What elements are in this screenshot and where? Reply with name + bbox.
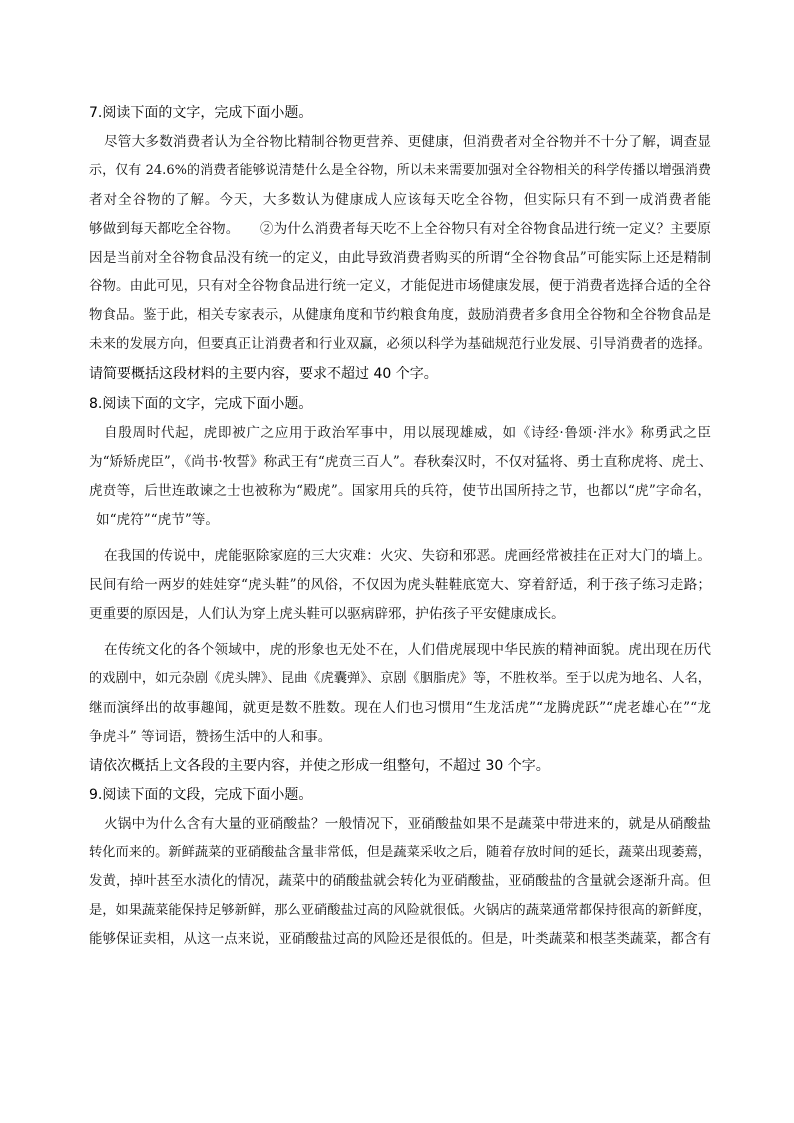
question-7-instruction: 请简要概括这段材料的主要内容，要求不超过 40 个字。	[89, 366, 438, 382]
q7-paragraph-line: 因是当前对全谷物食品没有统一的定义，由此导致消费者购买的所谓“全谷物食品”可能实际上还是精制	[89, 250, 711, 266]
q8-paragraph-line: 更重要的原因是，人们认为穿上虎头鞋可以驱病辟邪，护佑孩子平安健康成长。	[89, 606, 565, 622]
q8-paragraph-line: 的戏剧中，如元杂剧《虎头牌》、昆曲《虎囊弹》、京剧《胭脂虎》等，不胜枚举。至于以虎为地名、人名，	[89, 671, 711, 686]
q8-paragraph-line: 为“矫矫虎臣”，《尚书·牧誓》称武王有“虎贲三百人”。春秋秦汉时，不仅对猛将、勇士直称虎将、虎士、	[89, 454, 713, 470]
question-7-title: 7.阅读下面的文字，完成下面小题。	[89, 105, 313, 121]
q8-paragraph-line: 如“虎符”“虎节”等。	[96, 512, 219, 528]
q8-paragraph-line: 在传统文化的各个领域中，虎的形象也无处不在，人们借虎展现中华民族的精神面貌。虎出现在历代	[104, 642, 711, 658]
q9-paragraph-line: 是，如果蔬菜能保持足够新鲜，那么亚硝酸盐过高的风险就很低。火锅店的蔬菜通常都保持很高的新鲜度，	[89, 903, 711, 918]
q8-paragraph-line: 虎贲等，后世连敢谏之士也被称为“殿虎”。国家用兵的兵符，使节出国所持之节，也都以“虎”字命名，	[89, 483, 711, 499]
q9-paragraph-line: 转化而来的。新鲜蔬菜的亚硝酸盐含量非常低，但是蔬菜采收之后，随着存放时间的延长，蔬菜出现萎蔫，	[89, 845, 711, 860]
q7-paragraph-line: 物食品。鉴于此，相关专家表示，从健康角度和节约粮食角度，鼓励消费者多食用全谷物和全谷物食品是	[89, 308, 711, 323]
q7-paragraph-line: 示，仅有 24.6%的消费者能够说清楚什么是全谷物，所以未来需要加强对全谷物相关的科学传播以增强消费	[89, 163, 711, 178]
q7-paragraph-line: 者对全谷物的了解。今天，大多数认为健康成人应该每天吃全谷物，但实际只有不到一成消费者能	[89, 192, 711, 208]
q9-paragraph-line: 发黄，掉叶甚至水渍化的情况，蔬菜中的硝酸盐就会转化为亚硝酸盐，亚硝酸盐的含量就会逐渐升高。但	[89, 874, 711, 889]
q8-paragraph-line: 自殷周时代起，虎即被广之应用于政治军事中，用以展现雄威，如《诗经·鲁颂·泮水》称勇武之臣	[104, 425, 711, 441]
q7-paragraph-line: 未来的发展方向，但要真正让消费者和行业双赢，必须以科学为基础规范行业发展、引导消费者的选择。	[89, 337, 711, 352]
q8-paragraph-line: 争虎斗” 等词语，赞扬生活中的人和事。	[89, 729, 332, 745]
q7-paragraph-line: 尽管大多数消费者认为全谷物比精制谷物更营养、更健康，但消费者对全谷物并不十分了解，调查显	[104, 134, 711, 150]
q8-paragraph-line: 民间有给一两岁的娃娃穿“虎头鞋”的风俗，不仅因为虎头鞋鞋底宽大、穿着舒适，利于孩子练习走路；	[89, 577, 711, 593]
q8-paragraph-line: 在我国的传说中，虎能驱除家庭的三大灾难：火灾、失窃和邪恶。虎画经常被挂在正对大门的墙上。	[104, 548, 711, 564]
question-8-title: 8.阅读下面的文字，完成下面小题。	[89, 396, 313, 412]
q7-paragraph-line: 够做到每天都吃全谷物。 ②为什么消费者每天吃不上全谷物只有对全谷物食品进行统一定义？主要原	[89, 221, 711, 237]
q9-paragraph-line: 火锅中为什么含有大量的亚硝酸盐？一般情况下，亚硝酸盐如果不是蔬菜中带进来的，就是从硝酸盐	[104, 816, 711, 832]
q7-paragraph-line: 谷物。由此可见，只有对全谷物食品进行统一定义，才能促进市场健康发展，便于消费者选择合适的全谷	[89, 279, 711, 294]
question-9-title: 9.阅读下面的文段，完成下面小题。	[89, 787, 313, 803]
q9-paragraph-line: 能够保证卖相，从这一点来说，亚硝酸盐过高的风险还是很低的。但是，叶类蔬菜和根茎类蔬菜，都含有	[89, 932, 711, 947]
question-8-instruction: 请依次概括上文各段的主要内容，并使之形成一组整句，不超过 30 个字。	[89, 758, 550, 774]
q8-paragraph-line: 继而演绎出的故事趣闻，就更是数不胜数。现在人们也习惯用“生龙活虎”“龙腾虎跃”“虎老雄心在”“龙	[89, 700, 711, 716]
